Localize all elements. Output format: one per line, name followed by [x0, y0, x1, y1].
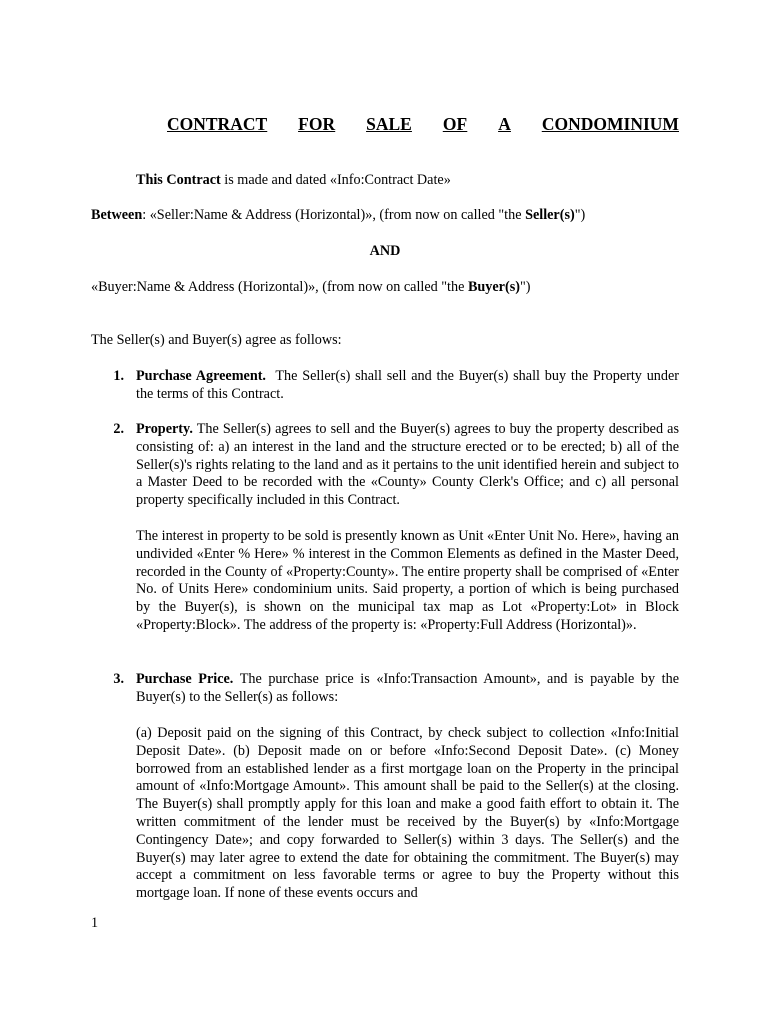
item-property-paragraph: The interest in property to be sold is presently known as Unit «Enter Unit No. Here», having an undivided «Enter % Here» % interest in the Common Elements as defined in the Master Deed, recorded in the County of «Property:County». The entire property shall be comprised of «Enter No. of Units Here» condominium units. Said property, a portion of which is being purchased by the Buyer(s), is shown on the municipal tax map as Lot «Property:Lot» in Block «Property:Block». The address of the property is: «Property:Full Address (Horizontal)». — [136, 528, 679, 633]
item-heading: Purchase Price. — [136, 671, 234, 687]
title-word: OF — [442, 114, 468, 134]
page-number: 1 — [91, 915, 99, 931]
item-purchase-price-paragraph: (a) Deposit paid on the signing of this Contract, by check subject to collection «Info:Initial Deposit Date». (b) Deposit made on or before «Info:Second Deposit Date». (c) Money borrowed from an established lender as a first mortgage loan on the Property in the principal amount of «Info:Mortgage Amount». This amount shall be paid to the Seller(s) at the closing. The Buyer(s) shall promptly apply for this loan and make a good faith effort to obtain it. The written commitment of the lender must be received by the Buyer(s) by «Info:Mortgage Contingency Date»; and copy forwarded to Seller(s) within 3 days. The Seller(s) and the Buyer(s) may later agree to extend the date for obtaining the commitment. The Buyer(s) may accept a commitment on less favorable terms or agree to buy the Property without this mortgage loan. If none of these events occurs and — [136, 725, 679, 902]
contract-title — [167, 113, 679, 135]
intro-line — [136, 172, 696, 190]
title-word: CONTRACT — [167, 114, 268, 134]
intro-text: is made and dated «Info:Contract Date» — [220, 172, 451, 188]
title-word: FOR — [298, 114, 336, 134]
title-word: A — [498, 114, 511, 134]
item-number: 2. — [113, 421, 124, 437]
seller-party: Seller(s) — [525, 207, 575, 223]
intro-bold: This Contract — [136, 172, 221, 188]
item-number: 3. — [113, 671, 124, 687]
agree-line: The Seller(s) and Buyer(s) agree as follows: — [91, 332, 342, 348]
item-purchase-price — [136, 671, 679, 707]
and-line — [0, 243, 770, 261]
item-heading: Property. — [136, 421, 193, 437]
between-close: ") — [574, 207, 586, 223]
buyer-line — [91, 279, 691, 297]
item-text: The Seller(s) shall sell and the Buyer(s) shall buy the Property under the terms of this Contract. — [136, 368, 679, 402]
buyer-close: ") — [519, 279, 531, 295]
buyer-party: Buyer(s) — [467, 279, 520, 295]
title-word: SALE — [366, 114, 412, 134]
between-label: Between — [91, 207, 143, 223]
item-text: The purchase price is «Info:Transaction Amount», and is payable by the Buyer(s) to the Seller(s) as follows: — [136, 671, 679, 705]
item-purchase-agreement — [136, 368, 679, 404]
item-property — [136, 421, 679, 510]
between-text: : «Seller:Name & Address (Horizontal)», (from now on called "the — [142, 207, 526, 223]
item-number: 1. — [113, 368, 124, 384]
title-word: CONDOMINIUM — [541, 114, 679, 134]
item-text: The Seller(s) agrees to sell and the Buyer(s) agrees to buy the property described as consisting of: a) an interest in the land and the structure erected or to be erected; b) all of the Seller(s)'s rights relating to the land and as it pertains to the unit identified herein and subject to a Master Deed to be recorded with the «County» County Clerk's Office; and c) all personal property specifically included in this Contract. — [136, 421, 679, 509]
and-label: AND — [369, 243, 401, 259]
buyer-text: «Buyer:Name & Address (Horizontal)», (from now on called "the — [91, 279, 468, 295]
item-heading: Purchase Agreement. — [136, 368, 266, 384]
between-line — [91, 207, 691, 225]
